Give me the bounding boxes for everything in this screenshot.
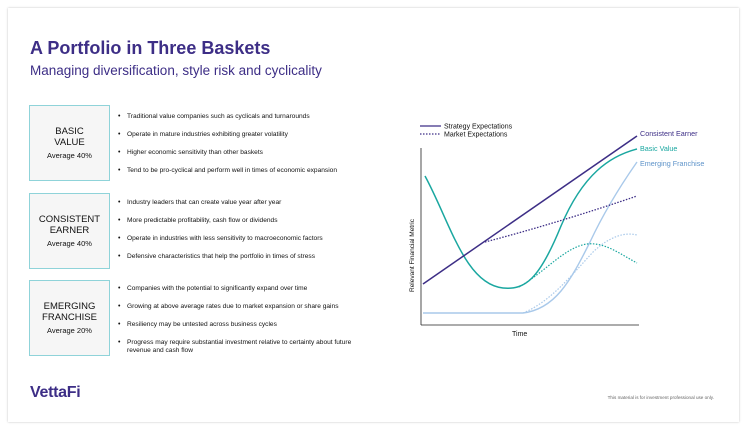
bullet-item: • Traditional value companies such as cyclicals and turnarounds xyxy=(118,113,388,121)
basket-name-line2: FRANCHISE xyxy=(42,312,97,323)
bullet-item: • Operate in mature industries exhibiting greater volatility xyxy=(118,131,388,139)
expectations-diagram xyxy=(395,112,725,347)
basket-bullets-emerging-franchise xyxy=(118,285,388,355)
bullet-item: • Higher economic sensitivity than other baskets xyxy=(118,149,388,157)
bullet-item: • Progress may require substantial investment relative to certainty about future revenue and cash flow xyxy=(118,339,368,355)
bullet-item: • Companies with the potential to significantly expand over time xyxy=(118,285,388,293)
basket-allocation: Average 20% xyxy=(47,326,92,335)
bullet-item: • More predictable profitability, cash flow or dividends xyxy=(118,217,388,225)
basket-name-line2: EARNER xyxy=(49,225,90,236)
legend-dotted-label: Market Expectations xyxy=(444,131,508,139)
bullet-item: • Resiliency may be untested across business cycles xyxy=(118,321,388,329)
vettafi-logo: VettaFi xyxy=(30,384,81,401)
basket-bullets-basic-value xyxy=(118,113,388,175)
disclaimer-text: This material is for investment professional use only. xyxy=(607,395,714,400)
emerging-strategy-line xyxy=(423,162,637,313)
bullet-item: • Defensive characteristics that help the portfolio in times of stress xyxy=(118,253,388,261)
x-axis-label: Time xyxy=(512,331,528,338)
basket-name-line1: CONSISTENT xyxy=(38,214,101,225)
page-subtitle: Managing diversification, style risk and cyclicality xyxy=(30,63,322,78)
basket-box-basic-value xyxy=(29,105,110,181)
basket-bullets-consistent-earner xyxy=(118,199,388,261)
bullet-item: • Operate in industries with less sensitivity to macroeconomic factors xyxy=(118,235,388,243)
value-strategy-line xyxy=(425,149,637,288)
series-label-emerging: Emerging Franchise xyxy=(640,159,705,168)
legend-solid-label: Strategy Expectations xyxy=(444,123,513,131)
y-axis-label: Relevant Financial Metric xyxy=(409,219,416,292)
page-title: A Portfolio in Three Baskets xyxy=(30,38,271,58)
basket-box-emerging-franchise xyxy=(29,280,110,356)
basket-box-consistent-earner xyxy=(29,193,110,269)
bullet-item: • Tend to be pro-cyclical and perform well in times of economic expansion xyxy=(118,167,388,175)
basket-allocation: Average 40% xyxy=(47,151,92,160)
bullet-item: • Industry leaders that can create value year after year xyxy=(118,199,388,207)
consistent-strategy-line xyxy=(423,136,637,284)
basket-name-line1: EMERGING xyxy=(43,301,96,312)
series-label-value: Basic Value xyxy=(640,144,678,153)
bullet-item: • Growing at above average rates due to market expansion or share gains xyxy=(118,303,388,311)
consistent-market-line xyxy=(485,196,637,242)
basket-name-line2: VALUE xyxy=(54,137,85,148)
basket-allocation: Average 40% xyxy=(47,239,92,248)
series-label-consistent: Consistent Earner xyxy=(640,129,698,138)
basket-name-line1: BASIC xyxy=(55,126,84,137)
emerging-market-line xyxy=(523,234,637,313)
